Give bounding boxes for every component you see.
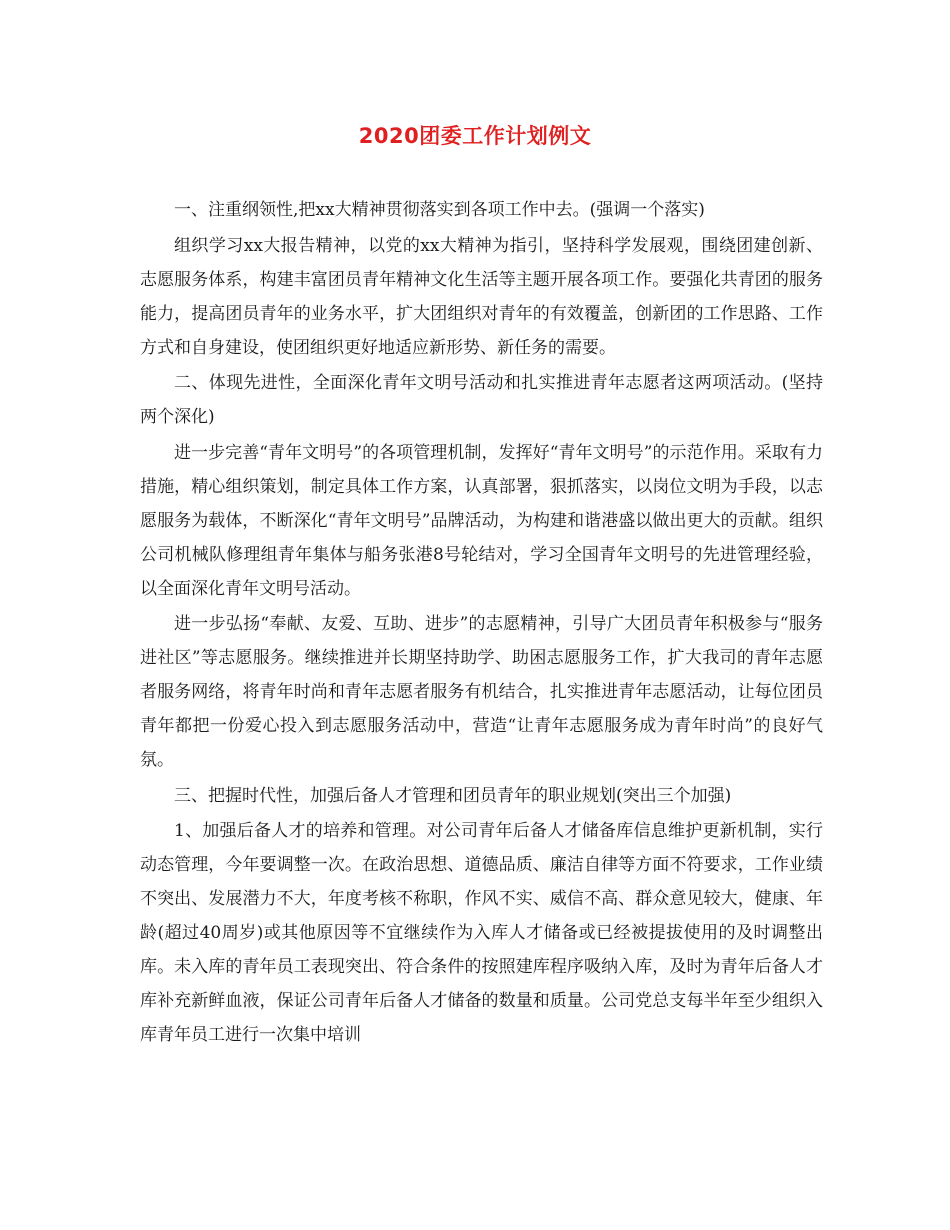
paragraph-section-3-heading: 三、把握时代性，加强后备人才管理和团员青年的职业规划(突出三个加强) (174, 785, 732, 806)
paragraph: 1、加强后备人才的培养和管理。对公司青年后备人才储备库信息维护更新机制，实行动态管理，今年要调整一次。在政治思想、道德品质、廉洁自律等方面不符要求，工作业绩不突出、发展潜力不大，年度考核不称职，作风不实、威信不高、群众意见较大，健康、年龄(超过40周岁)或其他原因等不宜继续作为入库人才储备或已经被提拔使用的及时调整出库。未入库的青年员工表现突出、符合条件的按照建库程序吸纳入库，及时为青年后备人才库补充新鲜血液，保证公司青年后备人才储备的数量和质量。公司党总支每半年至少组织入库青年员工进行一次集中培训 (140, 821, 823, 1045)
paragraph: 进一步完善“青年文明号”的各项管理机制，发挥好“青年文明号”的示范作用。采取有力措施，精心组织策划，制定具体工作方案，认真部署，狠抓落实，以岗位文明为手段，以志愿服务为载体，不断深化“青年文明号”品牌活动，为构建和谐港盛以做出更大的贡献。组织公司机械队修理组青年集体与船务张港8号轮结对，学习全国青年文明号的先进管理经验，以全面深化青年文明号活动。 (140, 442, 823, 599)
paragraph-section-2-heading: 二、体现先进性，全面深化青年文明号活动和扎实推进青年志愿者这两项活动。(坚持两个深化) (140, 373, 823, 427)
document-title: 2020团委工作计划例文 (358, 124, 592, 148)
paragraph: 进一步弘扬“奉献、友爱、互助、进步”的志愿精神，引导广大团员青年积极参与“服务进社区”等志愿服务。继续推进并长期坚持助学、助困志愿服务工作，扩大我司的青年志愿者服务网络，将青年时尚和青年志愿者服务有机结合，扎实推进青年志愿活动，让每位团员青年都把一份爱心投入到志愿服务活动中，营造“让青年志愿服务成为青年时尚”的良好气氛。 (140, 614, 823, 770)
paragraph: 组织学习xx大报告精神，以党的xx大精神为指引，坚持科学发展观，围绕团建创新、志愿服务体系，构建丰富团员青年精神文化生活等主题开展各项工作。要强化共青团的服务能力，提高团员青年的业务水平，扩大团组织对青年的有效覆盖，创新团的工作思路、工作方式和自身建设，使团组织更好地适应新形势、新任务的需要。 (140, 235, 823, 358)
paragraph-section-1-heading: 一、注重纲领性,把xx大精神贯彻落实到各项工作中去。(强调一个落实) (174, 200, 705, 220)
document-body (140, 193, 823, 1054)
